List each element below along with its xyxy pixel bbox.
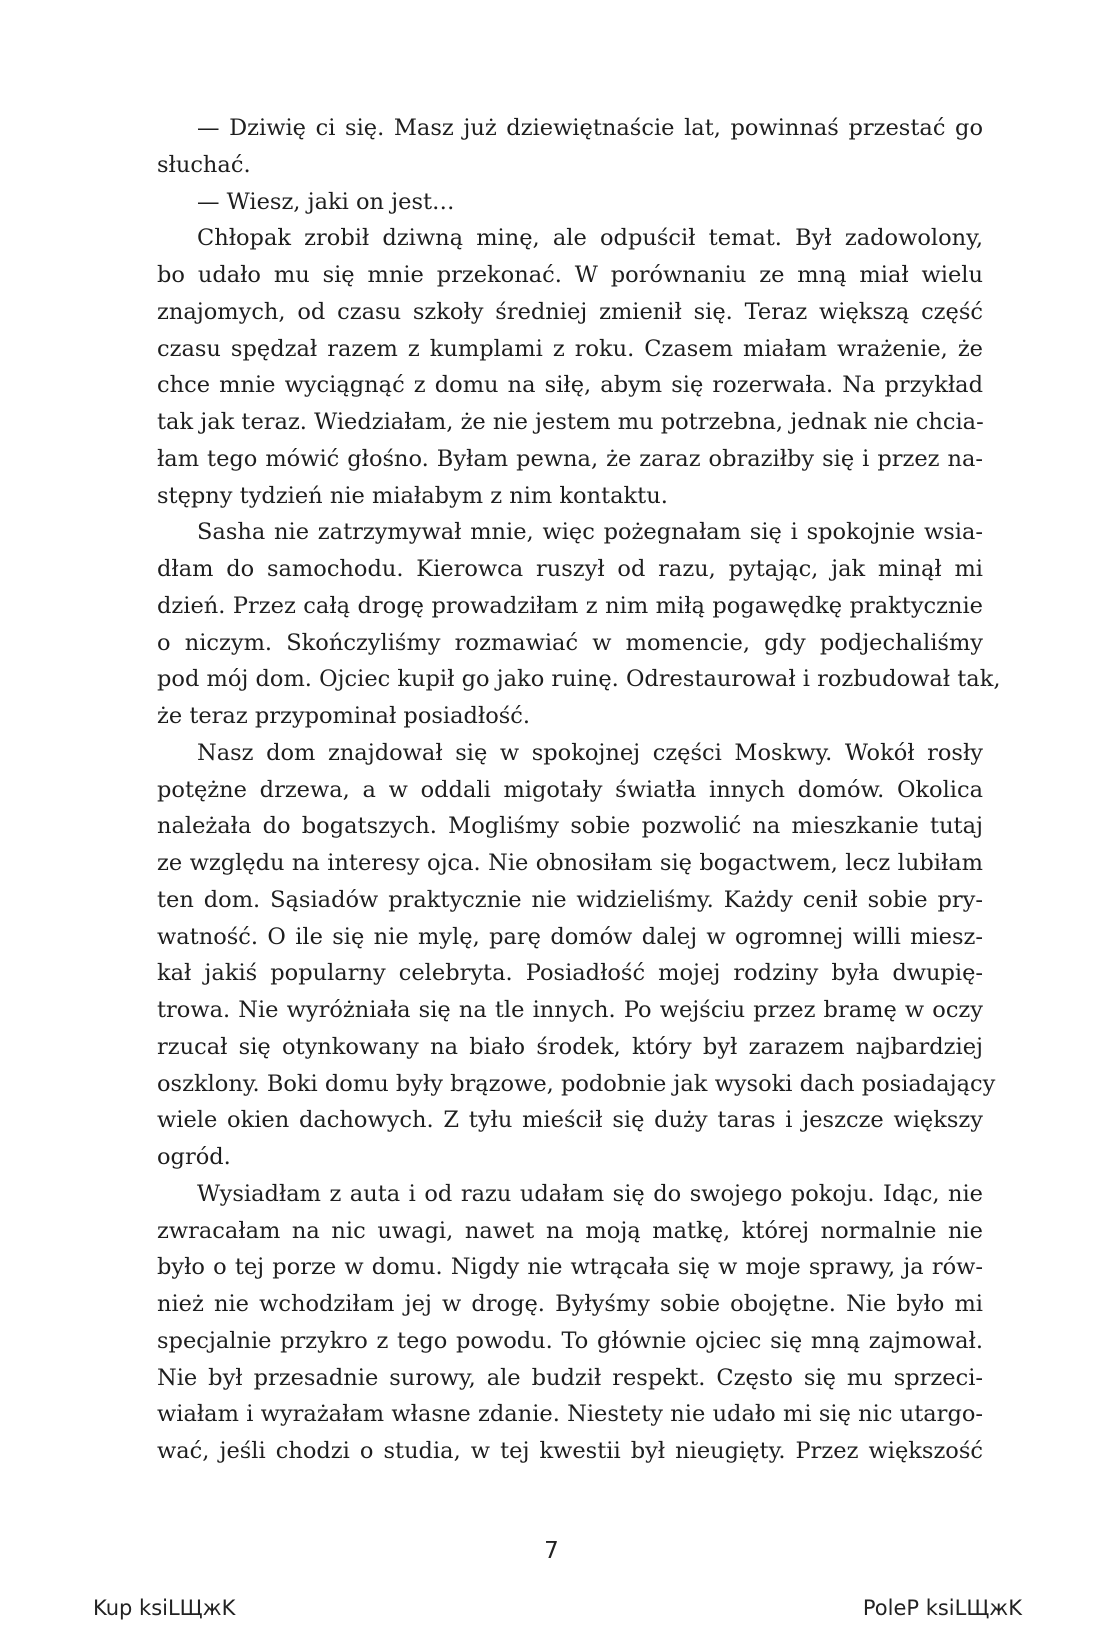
buy-book-link[interactable]: Kup ksiLЩжK: [93, 1596, 236, 1620]
text-line: kał jakiś popularny celebryta. Posiadłość mojej rodziny była dwupię-: [157, 960, 983, 987]
text-line: chce mnie wyciągnąć z domu na siłę, abym się rozerwała. Na przykład: [157, 372, 983, 399]
text-line: wać, jeśli chodzi o studia, w tej kwestii był nieugięty. Przez większość: [157, 1438, 983, 1464]
text-line: Sasha nie zatrzymywał mnie, więc pożegnałam się i spokojnie wsia-: [197, 519, 983, 546]
text-line: dzień. Przez całą drogę prowadziłam z nim miłą pogawędkę praktycznie: [157, 592, 983, 619]
text-line: słuchać.: [157, 151, 251, 178]
text-line: Nasz dom znajdował się w spokojnej części Moskwy. Wokół rosły: [197, 739, 983, 766]
text-line: wiele okien dachowych. Z tyłu mieścił się duży taras i jeszcze większy: [157, 1107, 983, 1134]
text-line: potężne drzewa, a w oddali migotały światła innych domów. Okolica: [157, 776, 983, 803]
paragraph: [157, 184, 983, 221]
text-line: zwracałam na nic uwagi, nawet na moją matkę, której normalnie nie: [157, 1217, 983, 1244]
text-line: było o tej porze w domu. Nigdy nie wtrącała się w moje sprawy, ja rów-: [157, 1254, 983, 1281]
text-line: trowa. Nie wyróżniała się na tle innych. Po wejściu przez bramę w oczy: [157, 997, 983, 1023]
paragraph: [157, 110, 983, 184]
text-line: łam tego mówić głośno. Byłam pewna, że zaraz obraziłby się i przez na-: [157, 445, 983, 472]
text-line: nież nie wchodziłam jej w drogę. Byłyśmy sobie obojętne. Nie było mi: [157, 1291, 983, 1317]
text-line: pod mój dom. Ojciec kupił go jako ruinę. Odrestaurował i rozbudował tak,: [157, 666, 1001, 693]
text-line: oszklony. Boki domu były brązowe, podobnie jak wysoki dach posiadający: [157, 1070, 996, 1097]
text-line: należała do bogatszych. Mogliśmy sobie pozwolić na mieszkanie tutaj: [157, 813, 983, 840]
text-line: znajomych, od czasu szkoły średniej zmienił się. Teraz większą część: [157, 298, 983, 325]
text-line: Wysiadłam z auta i od razu udałam się do swojego pokoju. Idąc, nie: [197, 1180, 983, 1207]
text-line: bo udało mu się mnie przekonać. W porównaniu ze mną miał wielu: [157, 262, 983, 288]
text-line: ze względu na interesy ojca. Nie obnosiłam się bogactwem, lecz lubiłam: [157, 850, 983, 876]
recommend-book-link[interactable]: PoleP ksiLЩжK: [862, 1596, 1022, 1620]
text-line: rzucał się otynkowany na biało środek, który był zarazem najbardziej: [157, 1033, 983, 1060]
paragraph: [157, 514, 1001, 735]
text-line: ogród.: [157, 1144, 231, 1170]
page-number: 7: [544, 1538, 559, 1564]
text-line: wiałam i wyrażałam własne zdanie. Niestety nie udało mi się nic utargo-: [157, 1401, 983, 1428]
text-line: stępny tydzień nie miałabym z nim kontaktu.: [157, 482, 668, 509]
text-line: — Dziwię ci się. Masz już dziewiętnaście lat, powinnaś przestać go: [197, 115, 983, 141]
text-line: ten dom. Sąsiadów praktycznie nie widzieliśmy. Każdy cenił sobie pry-: [157, 886, 983, 913]
paragraph: [157, 1176, 983, 1470]
text-line: że teraz przypominał posiadłość.: [157, 703, 531, 729]
text-line: tak jak teraz. Wiedziałam, że nie jestem mu potrzebna, jednak nie chcia-: [157, 409, 984, 435]
paragraph: [157, 735, 996, 1176]
text-line: Nie był przesadnie surowy, ale budził respekt. Często się mu sprzeci-: [157, 1364, 983, 1391]
text-line: — Wiesz, jaki on jest…: [197, 188, 455, 215]
text-line: Chłopak zrobił dziwną minę, ale odpuścił temat. Był zadowolony,: [197, 225, 983, 252]
text-line: o niczym. Skończyliśmy rozmawiać w momencie, gdy podjechaliśmy: [157, 629, 983, 656]
text-line: watność. O ile się nie mylę, parę domów dalej w ogromnej willi miesz-: [157, 923, 983, 950]
text-line: czasu spędzał razem z kumplami z roku. Czasem miałam wrażenie, że: [157, 335, 983, 362]
text-line: specjalnie przykro z tego powodu. To głównie ojciec się mną zajmował.: [157, 1327, 983, 1354]
body-text: [157, 110, 1001, 1470]
paragraph: [157, 220, 983, 514]
text-line: dłam do samochodu. Kierowca ruszył od razu, pytając, jak minął mi: [157, 556, 983, 582]
